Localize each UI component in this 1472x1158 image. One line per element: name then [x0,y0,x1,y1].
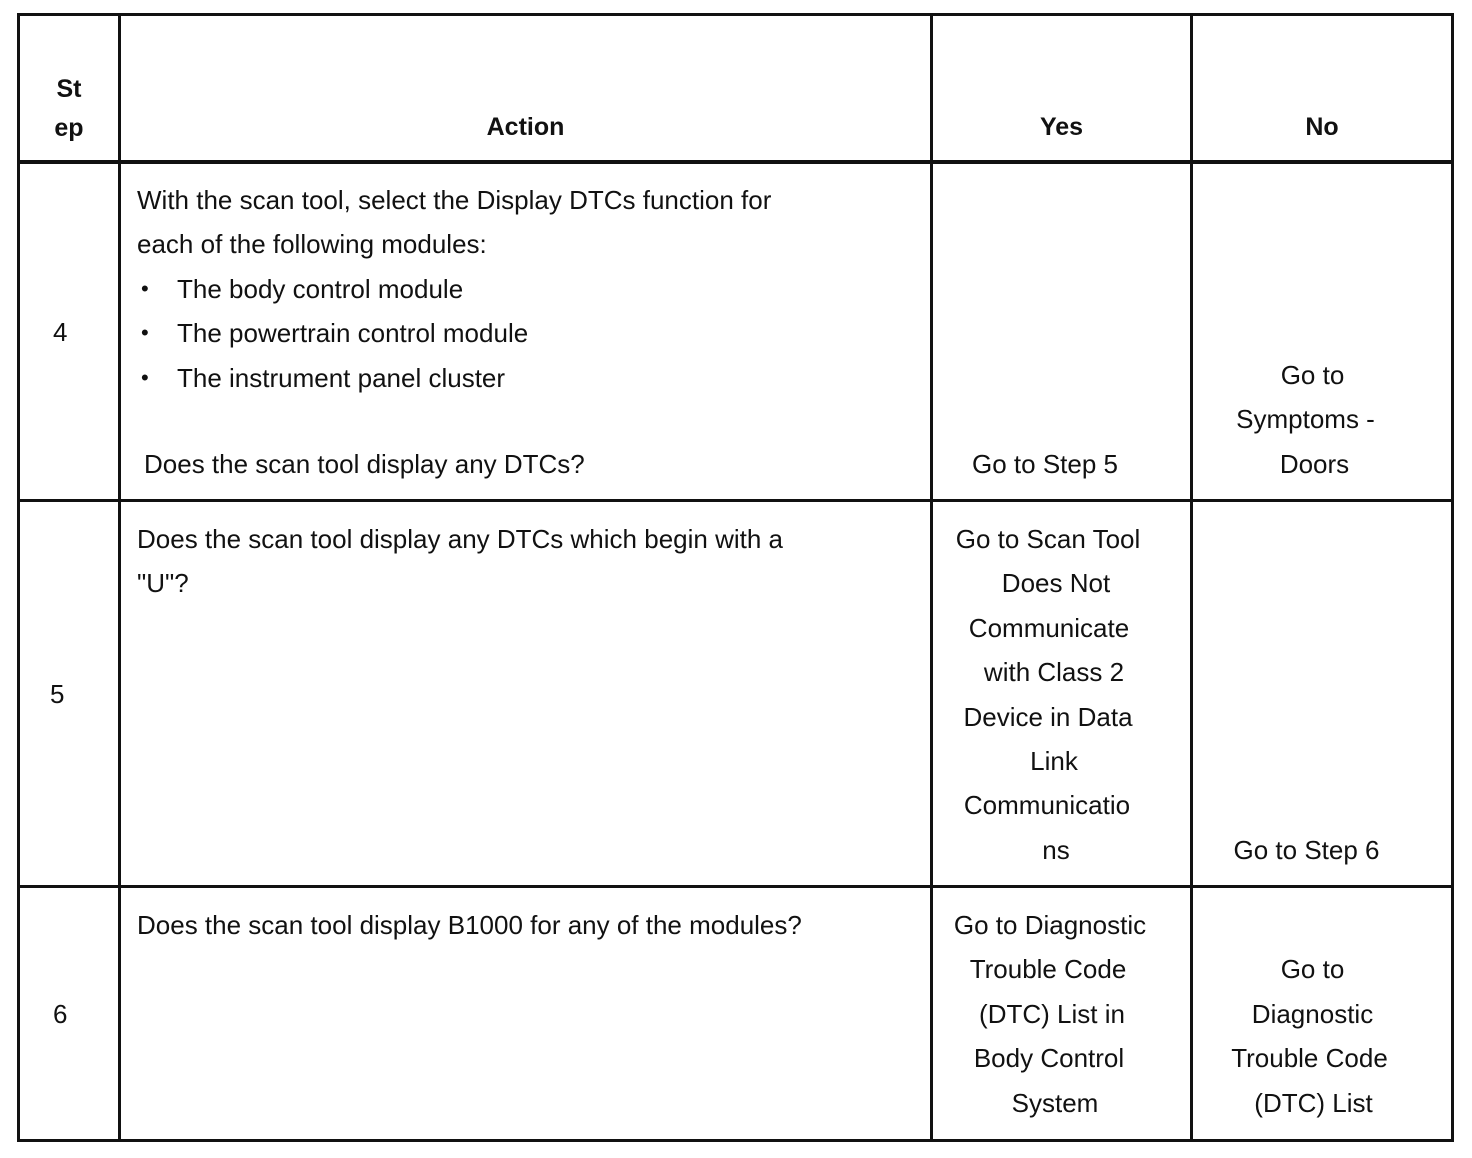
table-border-bottom [17,1139,1454,1142]
no-result-line: Symptoms - [1236,404,1375,434]
action-bullet-item: The instrument panel cluster [177,363,506,393]
bullet-icon: • [141,320,149,345]
action-text-line: With the scan tool, select the Display DTCs function for [137,185,772,215]
bullet-icon: • [141,365,149,390]
action-question: Does the scan tool display any DTCs? [144,449,585,479]
yes-result-line: Trouble Code [969,954,1127,984]
header-divider [17,160,1454,164]
yes-result-line: Device in Data [963,702,1133,732]
no-result-line: Doors [1279,449,1350,479]
no-result-line: Go to Step 6 [1233,835,1380,865]
table-border-right [1451,13,1454,1142]
header-yes: Yes [1039,113,1084,141]
yes-result-line: with Class 2 [983,657,1125,687]
yes-result-line: Go to Diagnostic [953,910,1147,940]
row-divider [17,885,1454,888]
yes-result-line: Does Not [1001,568,1111,598]
yes-result-line: Communicate [968,613,1130,643]
table-border-top [17,13,1454,16]
header-action: Action [486,113,565,141]
header-step-line2: ep [54,114,84,142]
yes-result-line: (DTC) List in [979,999,1125,1029]
header-no: No [1305,113,1339,141]
header-step-line1: St [56,75,82,103]
table-border-left [17,13,20,1142]
header-step [20,70,118,148]
no-result-line: (DTC) List [1254,1088,1373,1118]
bullet-icon: • [141,276,149,301]
column-divider [118,13,121,1142]
action-text-line: Does the scan tool display any DTCs which begin with a [137,524,783,554]
action-text-line: "U"? [137,568,189,598]
no-result-line: Go to [1280,360,1345,390]
action-bullet-item: The body control module [177,274,464,304]
no-result-line: Trouble Code [1231,1043,1388,1073]
yes-result-line: System [1011,1088,1099,1118]
yes-result-line: Body Control [973,1043,1125,1073]
yes-result-line: ns [1042,835,1070,865]
step-number: 6 [53,999,68,1029]
step-number: 5 [50,679,65,709]
yes-result-line: Link [1030,746,1078,776]
row-divider [17,499,1454,502]
action-text-line: Does the scan tool display B1000 for any of the modules? [137,910,802,940]
yes-result-line: Go to Scan Tool [955,524,1141,554]
no-result-line: Go to [1280,954,1345,984]
yes-result-line: Communicatio [963,790,1131,820]
action-text-line: each of the following modules: [137,229,487,259]
action-bullet-item: The powertrain control module [177,318,529,348]
step-number: 4 [53,317,68,347]
no-result-line: Diagnostic [1251,999,1374,1029]
yes-result-line: Go to Step 5 [972,449,1118,479]
